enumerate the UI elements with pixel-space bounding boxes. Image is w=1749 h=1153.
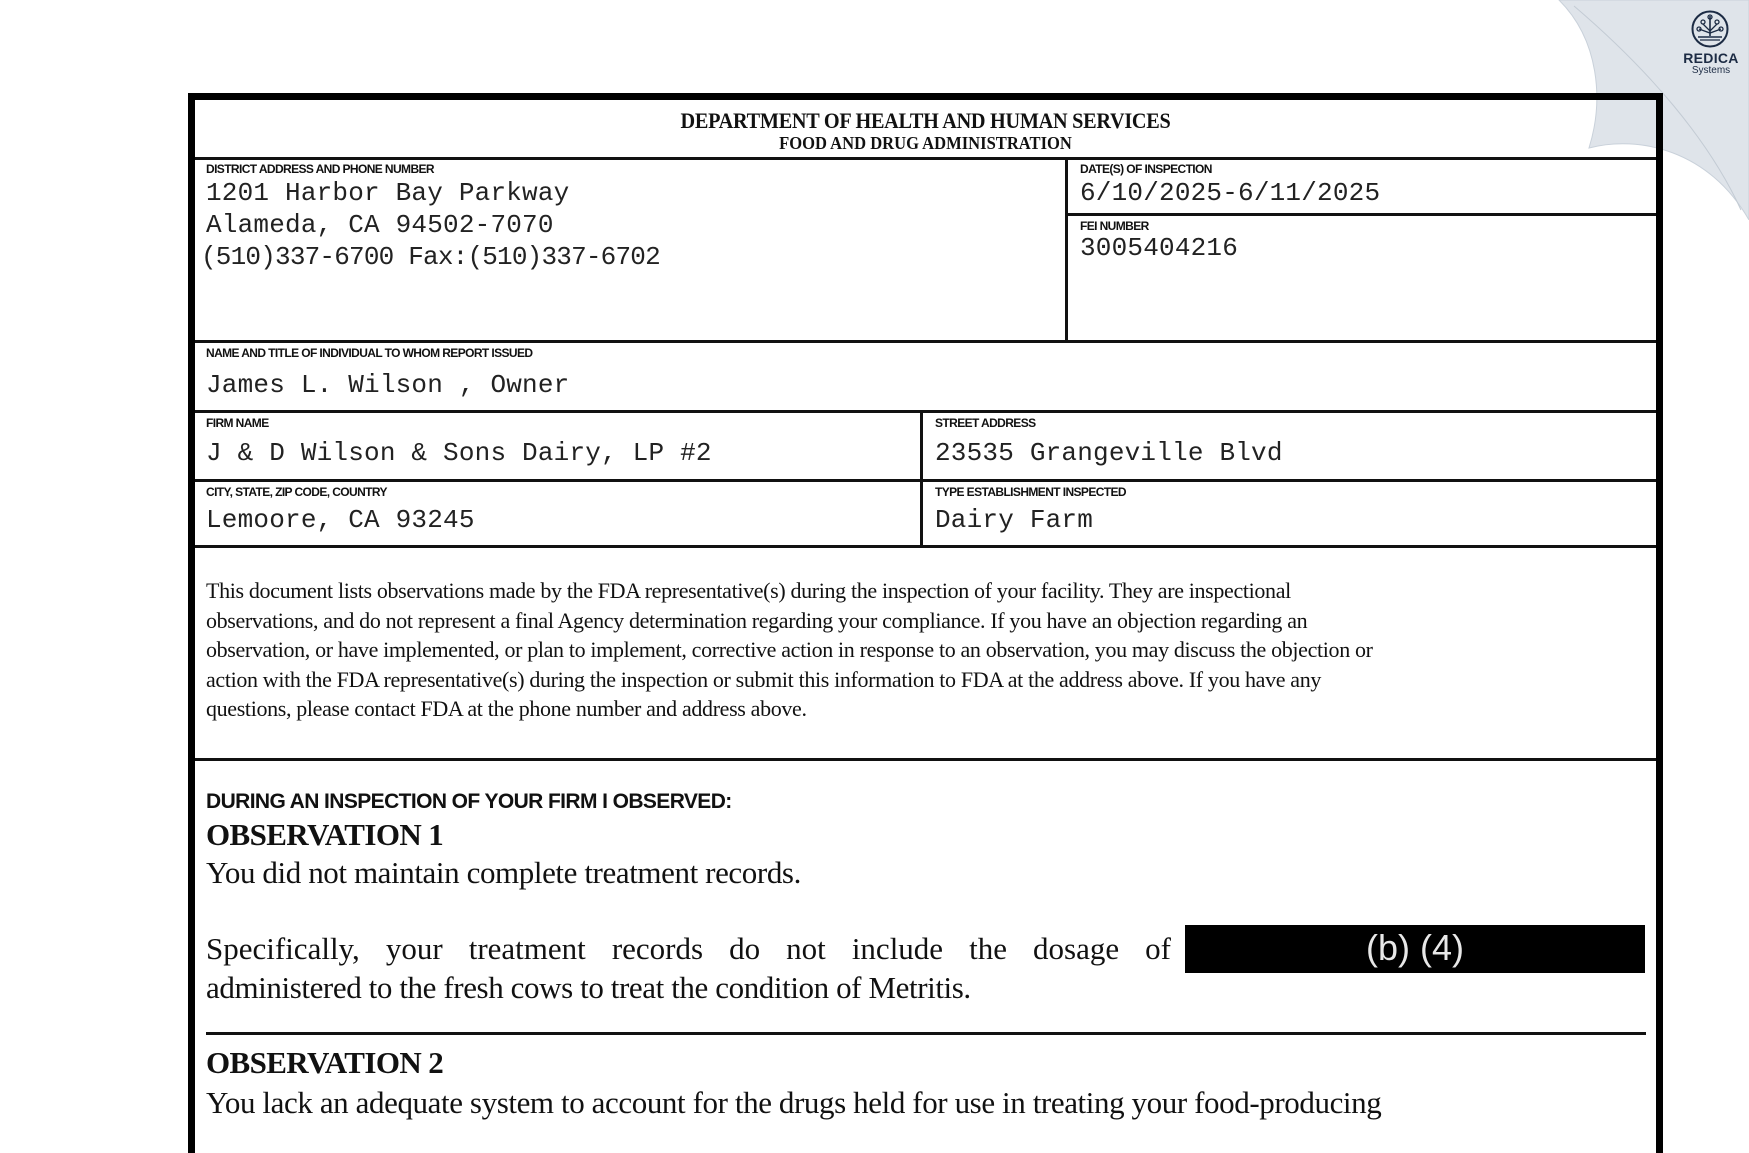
- establishment-type-label: TYPE ESTABLISHMENT INSPECTED: [935, 485, 1126, 499]
- disclaimer-line: observations, and do not represent a final Agency determination regarding your compliance. If you have an objection regarding an: [206, 607, 1308, 633]
- divider: [195, 340, 1656, 343]
- divider: [195, 157, 1656, 160]
- observation-1-summary: You did not maintain complete treatment records.: [206, 855, 801, 890]
- district-address-line1: 1201 Harbor Bay Parkway: [206, 178, 570, 208]
- agency-title: FOOD AND DRUG ADMINISTRATION: [779, 133, 1072, 153]
- firm-label: FIRM NAME: [206, 416, 269, 430]
- observation-2-title: OBSERVATION 2: [206, 1045, 444, 1080]
- observation-2-summary: You lack an adequate system to account for the drugs held for use in treating your food-producing: [206, 1085, 1382, 1120]
- street-value: 23535 Grangeville Blvd: [935, 438, 1283, 468]
- redaction-box: (b) (4): [1185, 925, 1645, 973]
- fei-label: FEI NUMBER: [1080, 219, 1149, 233]
- inspection-dates-label: DATE(S) OF INSPECTION: [1080, 162, 1212, 176]
- disclaimer-text: [206, 576, 1656, 724]
- divider: [1065, 213, 1656, 216]
- disclaimer-line: action with the FDA representative(s) during the inspection or submit this information to FDA at the address above. If you have any: [206, 666, 1322, 692]
- form-483-page: [188, 93, 1663, 1153]
- observations-intro: DURING AN INSPECTION OF YOUR FIRM I OBSERVED:: [206, 790, 732, 813]
- district-phone: (510)337-6700 Fax:(510)337-6702: [201, 242, 660, 272]
- city-label: CITY, STATE, ZIP CODE, COUNTRY: [206, 485, 387, 499]
- observation-1-title: OBSERVATION 1: [206, 817, 444, 852]
- city-value: Lemoore, CA 93245: [206, 505, 475, 535]
- watermark-brand: REDICA: [1683, 50, 1739, 66]
- divider: [1065, 157, 1068, 341]
- observation-1-detail-line2: administered to the fresh cows to treat the condition of Metritis.: [206, 970, 971, 1005]
- divider: [195, 410, 1656, 413]
- disclaimer-line: observation, or have implemented, or plan to implement, corrective action in response to an observation, you may discuss the objection or: [206, 637, 1373, 662]
- tree-network-logo-icon: [1690, 9, 1730, 49]
- district-address-line2: Alameda, CA 94502-7070: [206, 210, 554, 240]
- recipient-label: NAME AND TITLE OF INDIVIDUAL TO WHOM REPORT ISSUED: [206, 346, 533, 360]
- street-label: STREET ADDRESS: [935, 416, 1036, 430]
- fei-value: 3005404216: [1080, 233, 1239, 263]
- divider: [195, 545, 1656, 548]
- divider: [195, 479, 1656, 482]
- establishment-type-value: Dairy Farm: [935, 505, 1094, 535]
- divider: [195, 758, 1656, 761]
- observation-separator: [206, 1032, 1646, 1035]
- watermark-sub: Systems: [1691, 65, 1731, 76]
- recipient-value: James L. Wilson , Owner: [206, 370, 570, 400]
- disclaimer-line: questions, please contact FDA at the phone number and address above.: [206, 696, 807, 721]
- inspection-dates-value: 6/10/2025-6/11/2025: [1080, 178, 1381, 208]
- firm-value: J & D Wilson & Sons Dairy, LP #2: [206, 438, 712, 468]
- department-title: DEPARTMENT OF HEALTH AND HUMAN SERVICES: [680, 108, 1171, 133]
- district-label: DISTRICT ADDRESS AND PHONE NUMBER: [206, 162, 434, 176]
- observation-1-detail-line1: Specifically, your treatment records do not include the dosage of: [206, 931, 1171, 966]
- disclaimer-line: This document lists observations made by the FDA representative(s) during the inspection of your facility. They are inspectional: [206, 578, 1291, 603]
